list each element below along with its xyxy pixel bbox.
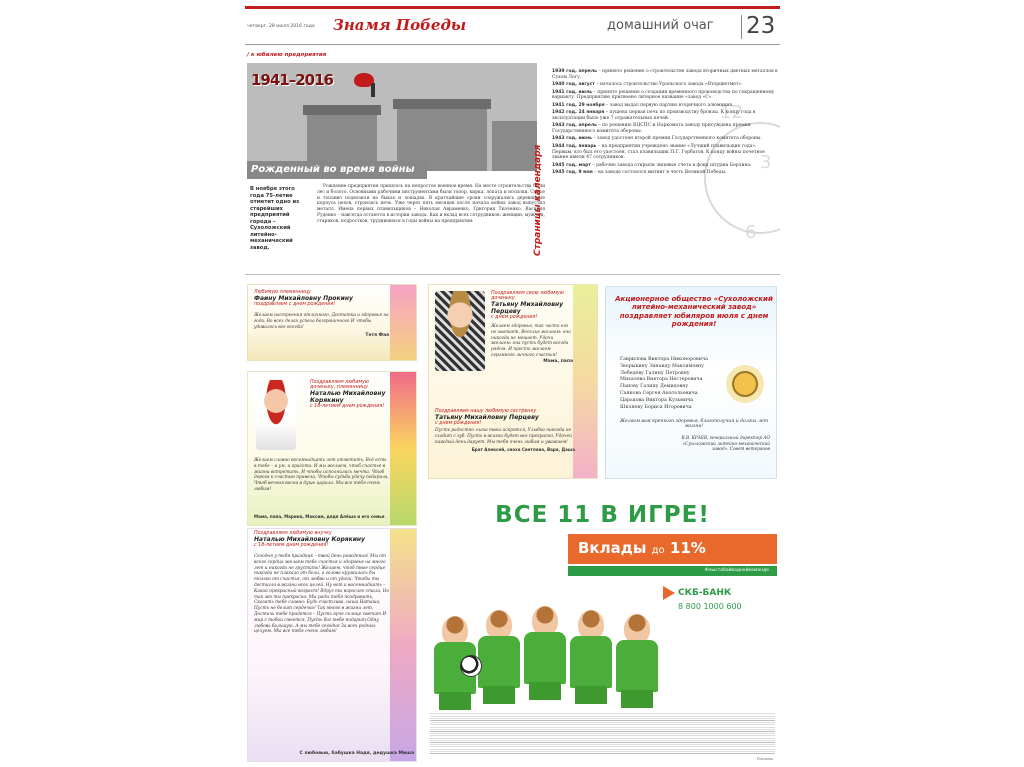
player-figure	[616, 614, 658, 710]
timeline-item: 1940 год, август – началось строительство Уральского завода «Вторцветмет».	[552, 82, 743, 88]
list-item: Зворыкину Зинаиду Максимовну	[620, 363, 704, 369]
ad-title: Акционерное общество «Сухоложский литейно-механический завод» поздравляет юбиляров июля с днем рождения!	[615, 295, 773, 329]
greeting-name: Наталью Михайловну Корякину	[310, 390, 386, 404]
article-lead: В ноябре этого года 75-летие отметит одно из старейших предприятий города – Сухоложский литейно-механический завод.	[250, 186, 300, 251]
banner-main: Вклады	[578, 539, 647, 557]
greeting-intro: Поздравляем любимую внучку	[254, 531, 332, 536]
calendar-timeline	[552, 69, 778, 178]
banner-rate: 11%	[669, 539, 706, 557]
greeting-occasion: с 18-летием днем рождения!	[254, 543, 329, 548]
timeline-item: 1942 год, 24 января – пущена первая печь по производству бронзы. К концу года в эксплуатации было уже 7 отражательных печей.	[552, 110, 756, 121]
list-item: Гаврилова Виктора Никоноровича	[620, 357, 708, 362]
greeting-signature: Мама, папа	[543, 358, 573, 364]
card-ribbon	[390, 372, 416, 526]
greeting-signature: Брат Алексей, сноха Светлана, Варя, Даша	[471, 447, 575, 453]
newspaper-logo: Знамя Победы	[333, 16, 467, 34]
portrait-photo	[435, 291, 485, 371]
company-greeting-ad	[605, 286, 777, 479]
greeting-card	[247, 284, 417, 361]
jubilee-list	[620, 357, 730, 411]
greeting-name: Наталью Михайловну Корякину	[254, 536, 365, 543]
header-divider	[741, 15, 742, 39]
list-item: Шкляеву Бориса Игоревича	[620, 404, 692, 410]
timeline-item: 1943 год, апрель – по решению ВЦСПС и Наркомата заводу присуждена премия Государственного комитета обороны.	[552, 123, 751, 135]
bank-advertisement	[428, 486, 777, 762]
svg-text:3: 3	[760, 152, 772, 173]
timeline-item: 1945 год, 9 мая – на заводе состоялся митинг в честь Великой Победы.	[552, 170, 727, 176]
greeting-intro: Поздравляем нашу любимую сестренку	[435, 409, 537, 414]
greeting-occasion: с днем рождения!	[491, 315, 538, 320]
bank-logo-icon	[663, 586, 675, 600]
bank-phone: 8 800 1000 600	[678, 602, 742, 611]
portrait-photo	[256, 380, 296, 450]
greeting-card	[247, 371, 417, 526]
timeline-item: 1944 год, январь – на предприятии учреждено звание «Лучший плавильщик года». Первым, кто был его удостоен, стал плавильщик П.Г. Горбатов. К концу войны почетное звание имели 47 сотрудников.	[552, 143, 765, 161]
soccer-ball-icon	[460, 655, 482, 677]
timeline-item: 1945 год, март – рабочие завода открыли лицевые счета в фонд штурма Берлина.	[552, 162, 752, 168]
ad-footnote: Реклама	[756, 757, 773, 761]
anniversary-years: 1941–2016	[251, 71, 333, 89]
greeting-occasion: с 18-летием днем рождения!	[310, 404, 385, 409]
greeting-name: Татьяну Михайловну Перцеву	[491, 301, 564, 315]
greeting-poem: Пусть радостно глаза твои искрятся, Улыбка никогда не сходит с губ. Пусть в жизни будет все прекрасно, Удачей каждый день дарует. Мы тебя очень любим и уважаем!	[435, 428, 572, 445]
greeting-name: Татьяну Михайловну Перцеву	[435, 414, 539, 421]
calendar-label: Страницы календаря	[533, 144, 543, 256]
section-title: домашний очаг	[607, 18, 714, 33]
player-figure	[478, 610, 520, 710]
greeting-occasion: поздравляем с днем рождения!	[254, 302, 336, 307]
greeting-signature: С любовью, бабушка Надя, дедушка Миша	[299, 751, 414, 756]
list-item: Михалева Виктора Нестеровича	[620, 377, 703, 383]
ad-signature: В.В. КРАЕВ, генеральный директор АО «Сухоложский литейно-механический завод». Совет ветеранов	[681, 435, 770, 452]
timeline-item: 1941 год, 29 ноября – завод выдал первую партию вторичного алюминия.	[552, 102, 734, 108]
greeting-intro: Любимую племянницу	[254, 290, 311, 295]
carnation-stem-icon	[371, 83, 375, 97]
greeting-poem: Желаем здоровья, так часто его не хватает. Веселья желаем: оно никогда не мешает. Удачи желаем: она пусть будет всегда рядом. И просто желаем огромного личного счастья!	[491, 324, 571, 358]
timeline-item: 1941 год, июль – принято решение о создании временного производства по сокращенному варианту. Предприятию присвоено литерное название «завод «С».	[552, 89, 775, 101]
card-ribbon	[390, 285, 416, 361]
greeting-signature: Мама, папа, Марина, Максим, дядя Алёша и его семья	[254, 514, 385, 519]
greeting-card	[247, 528, 417, 762]
greeting-intro: Поздравляем любимую доченьку, племянницу	[310, 380, 369, 390]
factory-emblem-icon	[726, 365, 764, 403]
timeline-item: 1939 год, апрель – принято решение о строительстве завода вторичных цветных металлов в Сухом Логу.	[552, 69, 778, 80]
header-date: четверг, 28 июля 2016 года	[247, 24, 315, 29]
banner-small: до	[651, 545, 665, 556]
section-rule	[245, 274, 780, 275]
article-rubric: / к юбилею предприятия	[247, 52, 327, 58]
historical-photo	[247, 63, 537, 171]
top-red-line	[245, 6, 780, 9]
photo-roof	[303, 105, 381, 115]
header-rule	[245, 44, 780, 45]
greeting-intro: Поздравляем свою любимую доченьку	[491, 291, 564, 301]
bank-headline: ВСЕ 11 В ИГРЕ!	[495, 502, 710, 528]
newspaper-page	[245, 6, 780, 762]
greeting-signature: Тетя Фая	[365, 333, 389, 339]
hashtag-strip: #мыстобойводнойкоманде	[568, 566, 777, 576]
greeting-poem: Сегодня у тебя праздник – твой день рождения! Мы от всего сердца желаем тебе счастья и здоровья на много лет и никогда не грустить! Желаем, чтоб твое сердце никогда не плакало от боли, а голова кружилась бы только от счастья, от любви и от удачи. Чтобы ты достигла в жизни всех целей. Ну вот и восемнадцать – Какой прекрасный возраст! Вдруг ты взрослее стала, Но так же ты прекрасна. Мы рады тебя поздравить, Сказать тебе славно: Будь счастлива, наша Наташа, Пусть не болит сердечко! Так много в жизни лет, Достичь тебе придется – Пусть ярче солнце светит И мир с тобой смеется. Пусть бог тебе подарит Одну любовь большую. А мы тебе сегодня За всех родных целуем. Мы все тебя очень любим!	[254, 554, 390, 635]
greeting-poem: Желаем настроения отличного, Достатка и здоровья на года, Во всех делах успеха безграничного И чтобы удавалось все всегда!	[254, 313, 389, 330]
photo-building	[492, 121, 537, 171]
greeting-occasion: с днем рождения!	[435, 421, 482, 426]
article-body: Рождение предприятия пришлось на непростое военное время. На месте строительства были лес и болото. Основными рабочими инструментами были топор, кирка, лопата и носилки. Сырье и топливо подвозили на быках и лошадях. В кратчайшие сроки сооружались деревянные корпуса цехов, строилась печь. Уже через пять месяцев после начала войны завод выпустил металл. Имена первых плавильщиков – Николая Авраменко, Григория Ткаченко, Василия Руденко – навсегда остаются в истории завода. Как и вклад всех сотрудников: женщин, мужчин, стариков, подростков, трудившихся в годы войны на предприятии.	[317, 184, 545, 224]
list-item: Панову Галину Демидовну	[620, 384, 689, 390]
photo-roof	[393, 99, 491, 109]
timeline-item: 1943 год, июнь – завод удостоен второй премии Государственного комитета обороны.	[552, 136, 762, 142]
list-item: Лебедеву Галину Петровну	[620, 370, 690, 376]
card-ribbon	[573, 285, 597, 479]
legal-fine-print	[430, 712, 775, 754]
player-figure	[570, 610, 612, 710]
greeting-name: Фаину Михайловну Прокину	[254, 295, 353, 302]
svg-text:12: 12	[720, 102, 743, 123]
deposit-banner	[568, 534, 777, 564]
bank-name: СКБ-БАНК	[678, 588, 732, 598]
article-title: Рожденный во время войны	[247, 161, 427, 179]
ad-wish: Желаем вам крепкого здоровья, благополучия и долгих лет жизни!	[619, 419, 769, 429]
greeting-poem: Желаем славно восемнадцать лет отметить, Всё есть в тебе – и ум, и красота. И мы желаем, чтоб счастье в жизни встретить, И чтобы исполнилась мечта. Чтоб дорога к счастью привела, Чтобы судьба удачу подарила, Чтоб вечная весна в душе царила. Мы все тебя очень любим!	[254, 458, 389, 492]
player-figure	[524, 606, 566, 710]
list-item: Саякова Сергея Анатольевича	[620, 390, 698, 396]
list-item: Царькова Виктора Кузьмича	[620, 397, 694, 403]
card-ribbon	[390, 529, 416, 762]
greeting-card	[428, 284, 598, 479]
page-number: 23	[746, 13, 776, 39]
svg-text:6: 6	[745, 222, 757, 243]
